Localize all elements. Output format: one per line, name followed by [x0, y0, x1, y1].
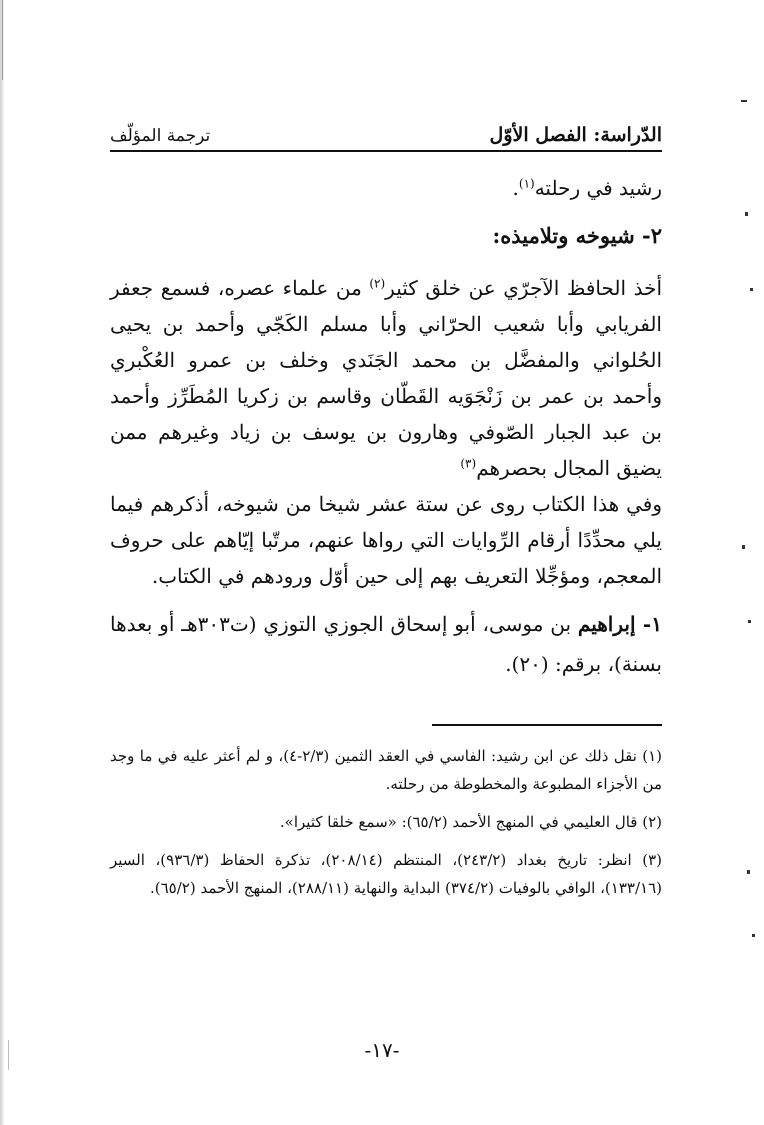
scan-speck — [748, 620, 751, 623]
paragraph-text: من علماء عصره، فسمع جعفر الفريابي وأبا شعيب الحرّاني وأبا مسلم الكَجّي وأحمد بن يحيى الحُلواني والمفضَّل بن محمد الجَنَدي وخلف بن عمرو العُكْبري وأحمد بن عمر بن زَنْجَوَيه القَطّان وقاسم بن زكريا المُطَرِّز وأحمد بن عبد الجبار الصّوفي وهارون بن يوسف بن زياد وغيرهم ممن يضيق المجال بحصرهم — [110, 276, 663, 480]
section-heading: ترجمة المؤلّف — [110, 126, 211, 146]
footnote: (١) نقل ذلك عن ابن رشيد: الفاسي في العقد الثمين (٢/٣-٤)، و لم أعثر عليه في ما وجد من الأجزاء المطبوعة والمخطوطة من رحلته. — [110, 747, 662, 793]
footnote: (٣) انظر: تاريخ بغداد (٢٤٣/٢)، المنتظم (٢٠٨/١٤)، تذكرة الحفاظ (٩٣٦/٣)، السير (١٣٣/١٦)، الوافي بالوفيات (٣٧٤/٢) البداية والنهاية (٢٨٨/١١)، المنهج الأحمد (٦٥/٢). — [110, 851, 663, 897]
scan-speck — [750, 288, 753, 291]
intro-line — [110, 170, 662, 206]
document-page — [110, 90, 662, 1100]
scan-speck — [745, 212, 748, 216]
footnote-rule — [432, 724, 662, 726]
scan-speck — [747, 870, 750, 874]
intro-text: رشيد في رحلته — [534, 176, 662, 200]
scan-edge-shadow — [0, 0, 4, 1125]
paragraph — [110, 270, 662, 486]
list-item-label: ١- إبراهيم — [577, 612, 662, 636]
footnote-ref: (١) — [518, 176, 535, 191]
list-item-text: بن موسى، أبو إسحاق الجوزي التوزي (ت٣٠٣هـ أو بعدها بسنة)، برقم: (٢٠). — [110, 612, 662, 676]
scan-speck — [752, 934, 755, 937]
footnotes — [110, 742, 662, 902]
paragraph-text: أخذ الحافظ الآجرّي عن خلق كثير — [385, 276, 663, 300]
paragraph: وفي هذا الكتاب روى عن ستة عشر شيخا من شيوخه، أذكرهم فيما يلي محدِّدًا أرقام الرِّوايات التي رواها عنهم، مرتّبا إيّاهم على حروف المعجم، ومؤجِّلا التعريف بهم إلى حين أوّل ورودهم في الكتاب. — [110, 492, 662, 588]
intro-end: . — [512, 176, 519, 200]
header-rule — [110, 150, 662, 152]
running-header — [110, 90, 662, 150]
footnote-ref: (٣) — [460, 456, 477, 471]
section-title: ٢- شيوخه وتلاميذه: — [492, 223, 662, 248]
chapter-title: الدّراسة: الفصل الأوّل — [489, 124, 662, 146]
scan-speck — [742, 545, 745, 549]
page-number: -١٧- — [364, 1038, 400, 1062]
scan-speck — [741, 100, 747, 102]
footnote-ref: (٢) — [369, 276, 386, 291]
footnote: (٢) قال العليمي في المنهج الأحمد (٦٥/٢): «سمع خلقا كثيرا». — [279, 813, 662, 831]
list-item — [110, 604, 662, 684]
scan-edge-mark — [2, 0, 3, 80]
body-text — [110, 170, 662, 684]
